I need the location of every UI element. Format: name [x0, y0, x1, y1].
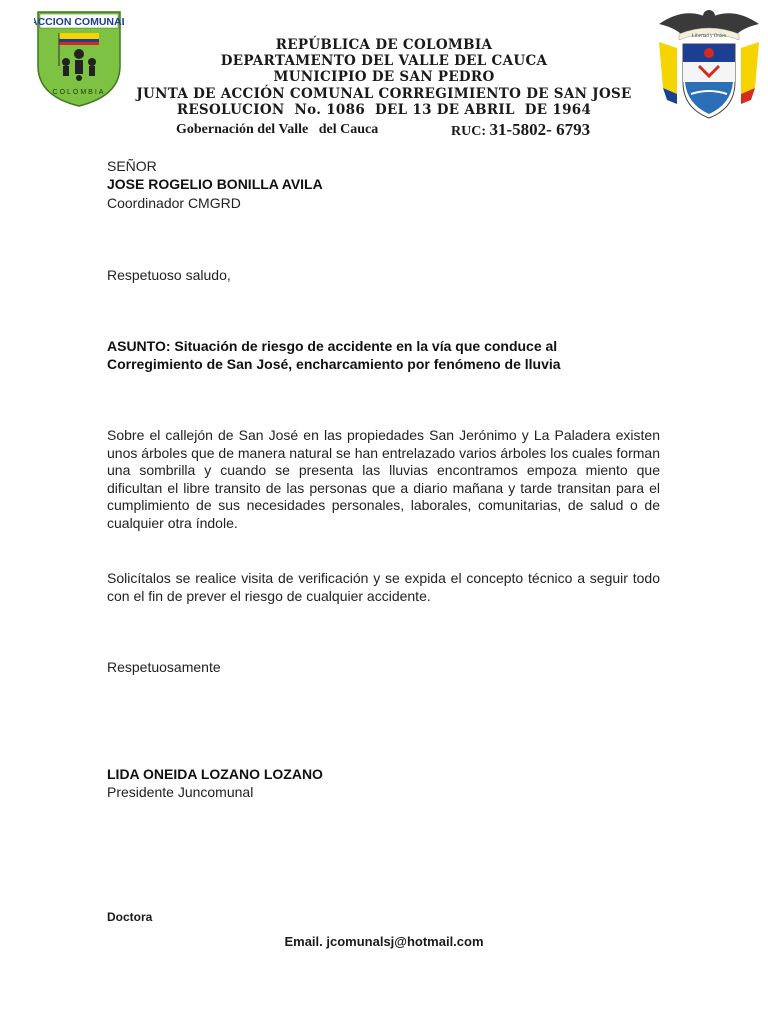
closing: Respetuosamente: [107, 659, 221, 675]
header-country: REPÚBLICA DE COLOMBIA: [275, 37, 493, 53]
ruc-label: RUC:: [451, 124, 490, 139]
body-paragraph-1: Sobre el callejón de San José en las propiedades San Jerónimo y La Paladera existen unos árboles que de manera natural se han entrelazado varios árboles los cuales forman una sombrilla y cuando se presenta las lluvias encontramos empoza miento que dificultan el libre transito de las personas que a diario mañana y tarde transitan para el cumplimiento de sus necesidades personales, laborales, comunitarias, de salud o de cualquier otra índole.: [107, 427, 660, 531]
subject-line-1: ASUNTO: Situación de riesgo de accidente en la vía que conduce al: [107, 338, 558, 354]
header-resolution: RESOLUCION No. 1086 DEL 13 DE ABRIL DE 1964: [176, 102, 592, 118]
motto-ribbon: Libertad y Orden: [691, 34, 727, 39]
header-department: DEPARTAMENTO DEL VALLE DEL CAUCA: [220, 53, 548, 69]
header-municipality: MUNICIPIO DE SAN PEDRO: [273, 69, 495, 85]
body-paragraph-2: Solicítalos se realice visita de verificación y se expida el concepto técnico a seguir todo con el fin de prever el riesgo de cualquier accidente.: [107, 570, 660, 604]
logo-bottom-text: COLOMBIA: [52, 89, 106, 96]
footer-email: Email. jcomunalsj@hotmail.com: [284, 934, 484, 949]
logo-top-text: ACCION COMUNAL: [34, 16, 124, 28]
recipient-title: Coordinador CMGRD: [107, 195, 241, 211]
header-ruc: [451, 120, 590, 140]
signature-title: Presidente Juncomunal: [107, 784, 254, 800]
recipient-name: JOSE ROGELIO BONILLA AVILA: [107, 176, 323, 192]
footer-doctora: Doctora: [107, 910, 153, 924]
header-gobernacion: Gobernación del Valle del Cauca: [176, 122, 379, 137]
greeting: Respetuoso saludo,: [107, 267, 231, 283]
recipient-salutation: SEÑOR: [107, 158, 157, 174]
subject-line-2: Corregimiento de San José, encharcamiento por fenómeno de lluvia: [107, 356, 561, 372]
header-junta: JUNTA DE ACCIÓN COMUNAL CORREGIMIENTO DE SAN JOSE: [136, 86, 632, 102]
ruc-number: 31-5802- 6793: [489, 120, 591, 139]
signature-name: LIDA ONEIDA LOZANO LOZANO: [107, 766, 323, 782]
